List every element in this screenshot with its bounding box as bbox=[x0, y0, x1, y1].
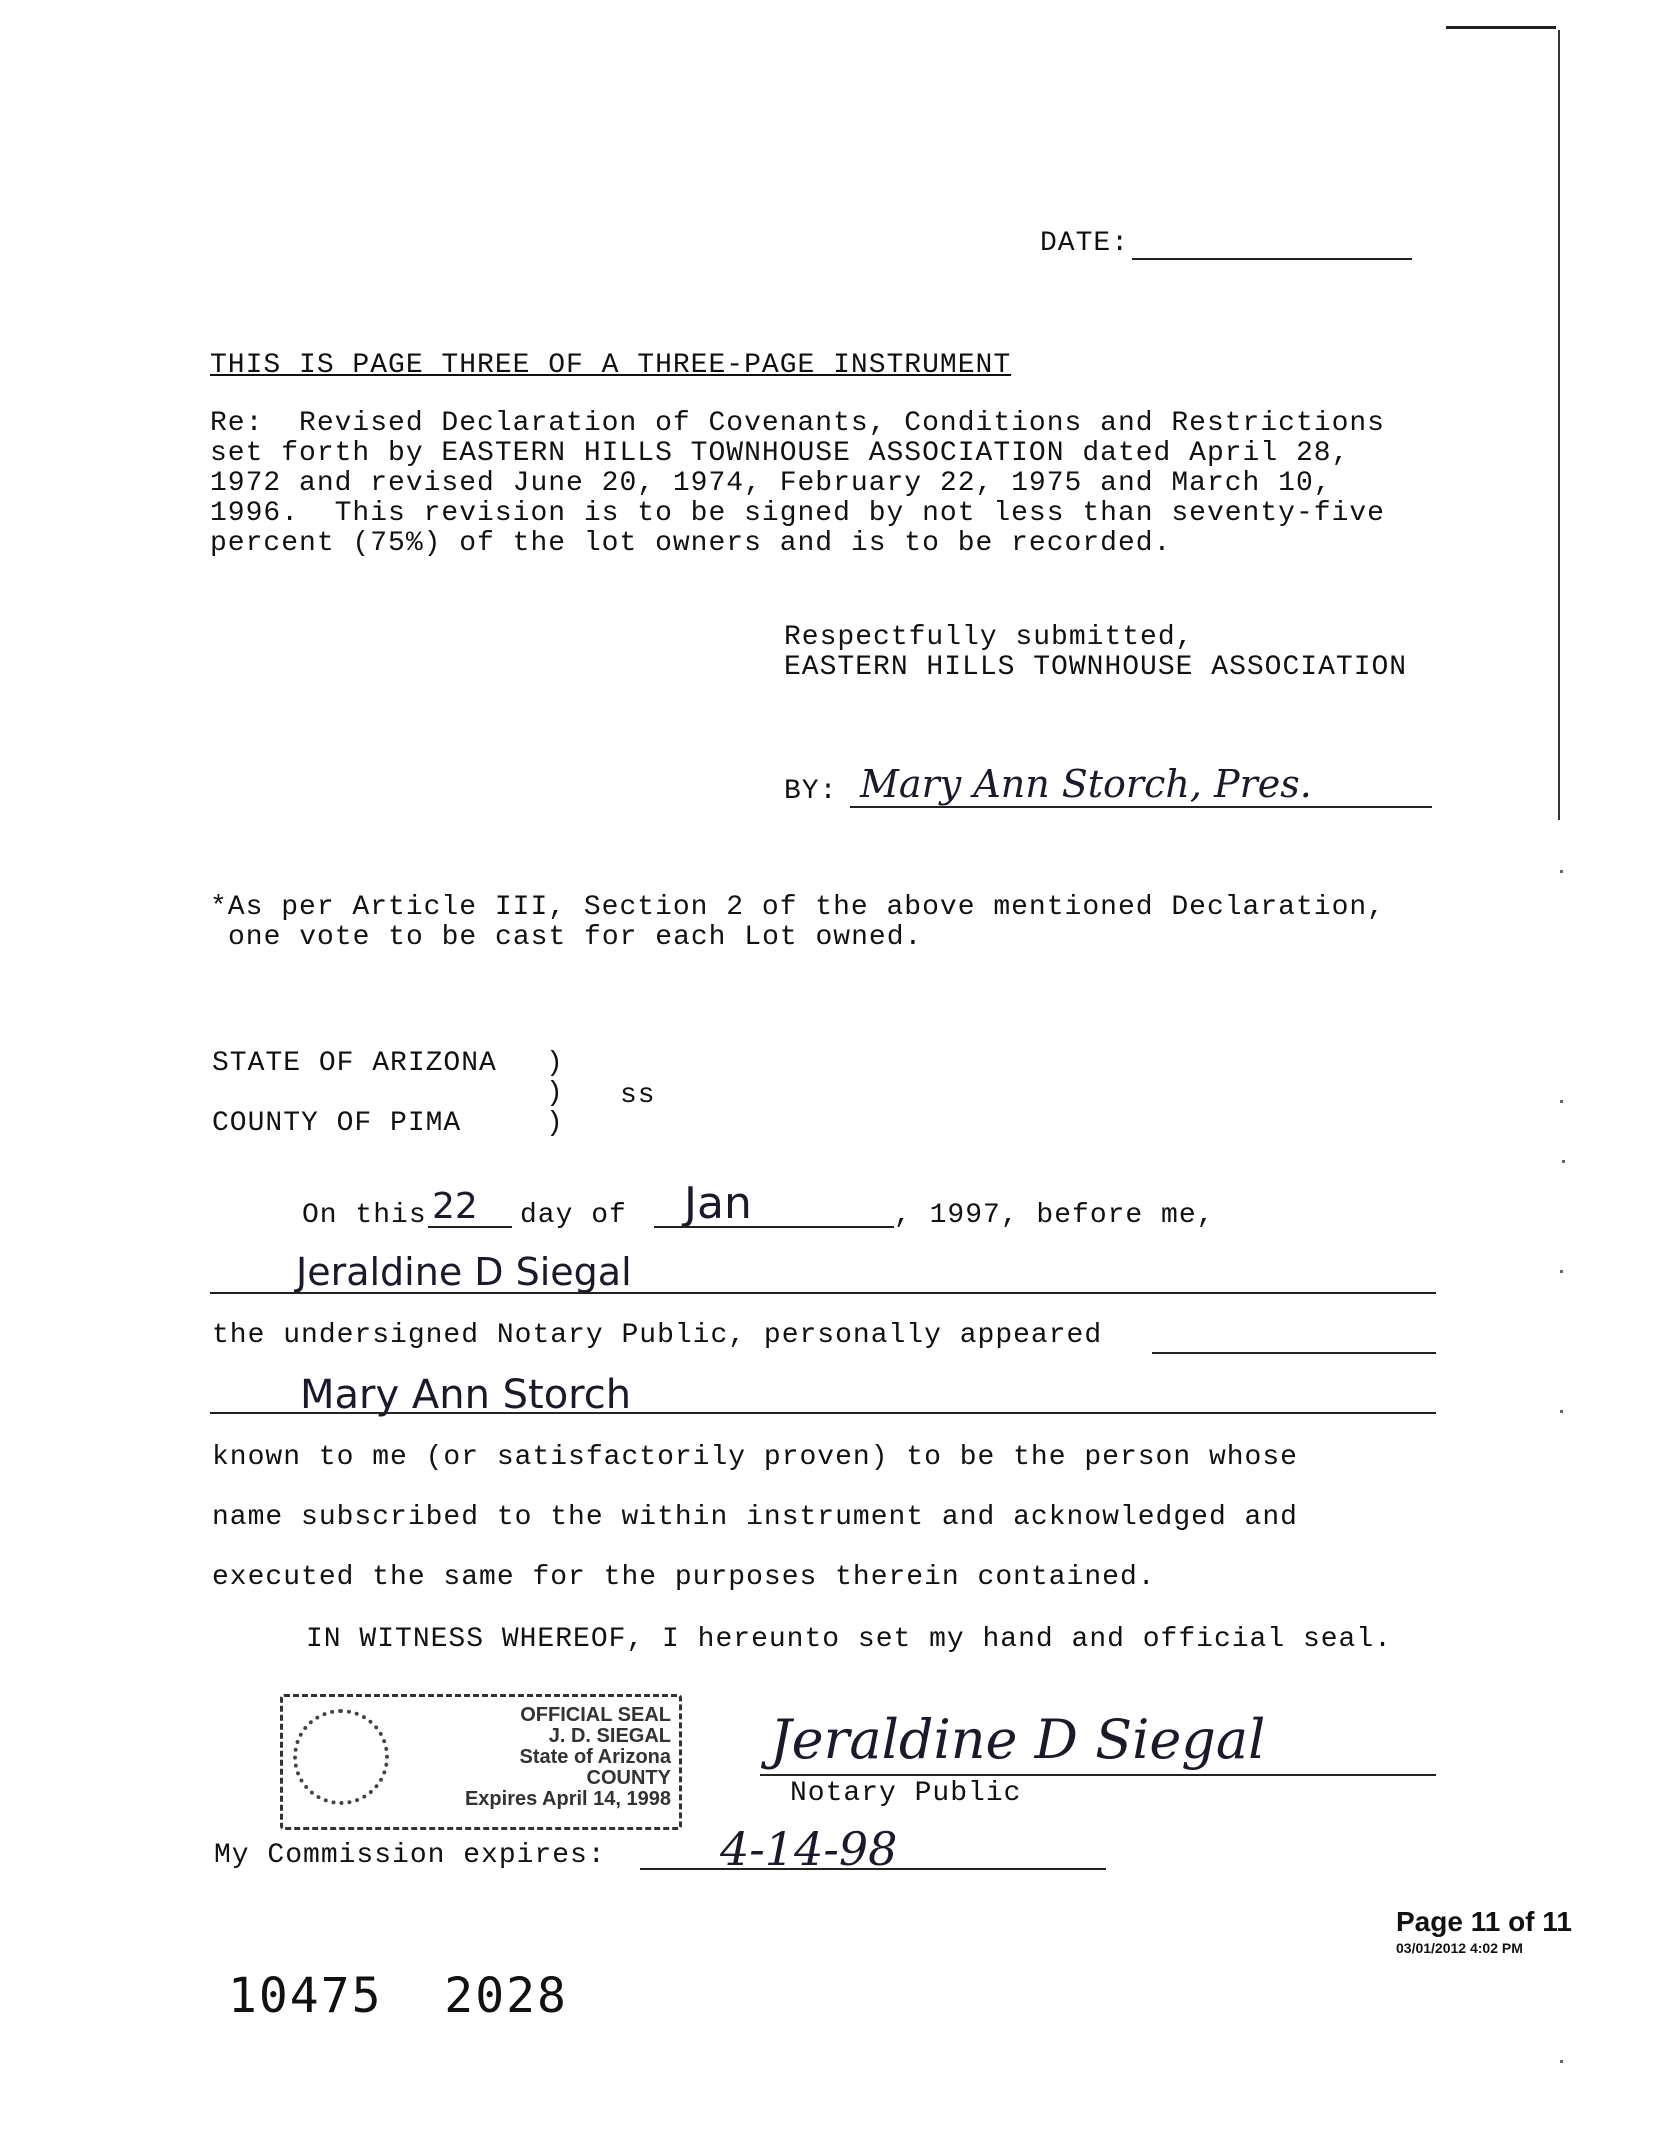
notary-name-written: Jeraldine D Siegal bbox=[296, 1250, 632, 1294]
seal-text: OFFICIAL SEAL J. D. SIEGAL State of Arizona COUNTY Expires April 14, 1998 bbox=[464, 1704, 671, 1810]
notary-signature-line bbox=[760, 1774, 1436, 1776]
notary-public-label: Notary Public bbox=[790, 1778, 1022, 1809]
seal-emblem-icon bbox=[293, 1709, 389, 1805]
timestamp: 03/01/2012 4:02 PM bbox=[1396, 1940, 1523, 1956]
appeared-name-written: Mary Ann Storch bbox=[300, 1372, 632, 1418]
venue-paren: ) bbox=[546, 1108, 564, 1139]
ss-label: ss bbox=[620, 1080, 656, 1111]
submission-line: Respectfully submitted, bbox=[784, 622, 1194, 653]
scan-edge-line bbox=[1558, 30, 1560, 820]
acknowledgment-line: executed the same for the purposes therein contained. bbox=[212, 1562, 1156, 1593]
scan-speck bbox=[1560, 870, 1563, 873]
commission-value: 4-14-98 bbox=[720, 1822, 898, 1876]
state-label: STATE OF ARIZONA bbox=[212, 1048, 497, 1079]
year-text: , 1997, before me, bbox=[894, 1200, 1215, 1231]
month-field-line bbox=[654, 1226, 894, 1228]
notary-seal bbox=[280, 1694, 682, 1830]
date-label: DATE: bbox=[1040, 228, 1130, 259]
commission-label: My Commission expires: bbox=[214, 1840, 606, 1871]
scan-speck bbox=[1560, 1100, 1563, 1103]
day-value: 22 bbox=[432, 1186, 478, 1227]
footnote-line: *As per Article III, Section 2 of the above mentioned Declaration, bbox=[210, 892, 1385, 923]
recording-number: 10475 2028 bbox=[228, 1968, 568, 2024]
day-of-label: day of bbox=[520, 1200, 627, 1231]
date-field-line bbox=[1132, 258, 1412, 260]
by-label: BY: bbox=[784, 776, 838, 807]
scan-speck bbox=[1560, 1270, 1563, 1273]
re-line: 1996. This revision is to be signed by not less than seventy-five bbox=[210, 498, 1385, 529]
president-signature: Mary Ann Storch, Pres. bbox=[860, 762, 1312, 806]
scan-speck bbox=[1560, 1410, 1563, 1413]
venue-paren: ) bbox=[546, 1048, 564, 1079]
appeared-name-line bbox=[210, 1412, 1436, 1414]
acknowledgment-line: known to me (or satisfactorily proven) to be the person whose bbox=[212, 1442, 1298, 1473]
signature-line bbox=[850, 806, 1432, 808]
venue-paren: ) bbox=[546, 1078, 564, 1109]
re-line: set forth by EASTERN HILLS TOWNHOUSE ASSOCIATION dated April 28, bbox=[210, 438, 1350, 469]
month-value: Jan bbox=[684, 1178, 752, 1229]
page-number: Page 11 of 11 bbox=[1396, 1906, 1572, 1937]
association-name: EASTERN HILLS TOWNHOUSE ASSOCIATION bbox=[784, 652, 1408, 683]
commission-field-line bbox=[640, 1868, 1106, 1870]
scan-corner-mark bbox=[1446, 26, 1556, 29]
scan-speck bbox=[1560, 2060, 1563, 2063]
undersigned-text: the undersigned Notary Public, personally appeared bbox=[212, 1320, 1103, 1351]
county-label: COUNTY OF PIMA bbox=[212, 1108, 462, 1139]
on-this-label: On this bbox=[302, 1200, 427, 1231]
re-line: 1972 and revised June 20, 1974, February 22, 1975 and March 10, bbox=[210, 468, 1332, 499]
appeared-field-line bbox=[1152, 1352, 1436, 1354]
acknowledgment-line: name subscribed to the within instrument and acknowledged and bbox=[212, 1502, 1298, 1533]
footnote-line: one vote to be cast for each Lot owned. bbox=[228, 922, 923, 953]
instrument-title: THIS IS PAGE THREE OF A THREE-PAGE INSTRUMENT bbox=[210, 350, 1012, 381]
scan-speck bbox=[1562, 1160, 1565, 1163]
notary-name-line bbox=[210, 1292, 1436, 1294]
re-line: Re: Revised Declaration of Covenants, Conditions and Restrictions bbox=[210, 408, 1385, 439]
re-line: percent (75%) of the lot owners and is to be recorded. bbox=[210, 528, 1172, 559]
notary-signature: Jeraldine D Siegal bbox=[770, 1708, 1266, 1771]
day-field-line bbox=[428, 1226, 512, 1228]
witness-text: IN WITNESS WHEREOF, I hereunto set my hand and official seal. bbox=[306, 1624, 1392, 1655]
